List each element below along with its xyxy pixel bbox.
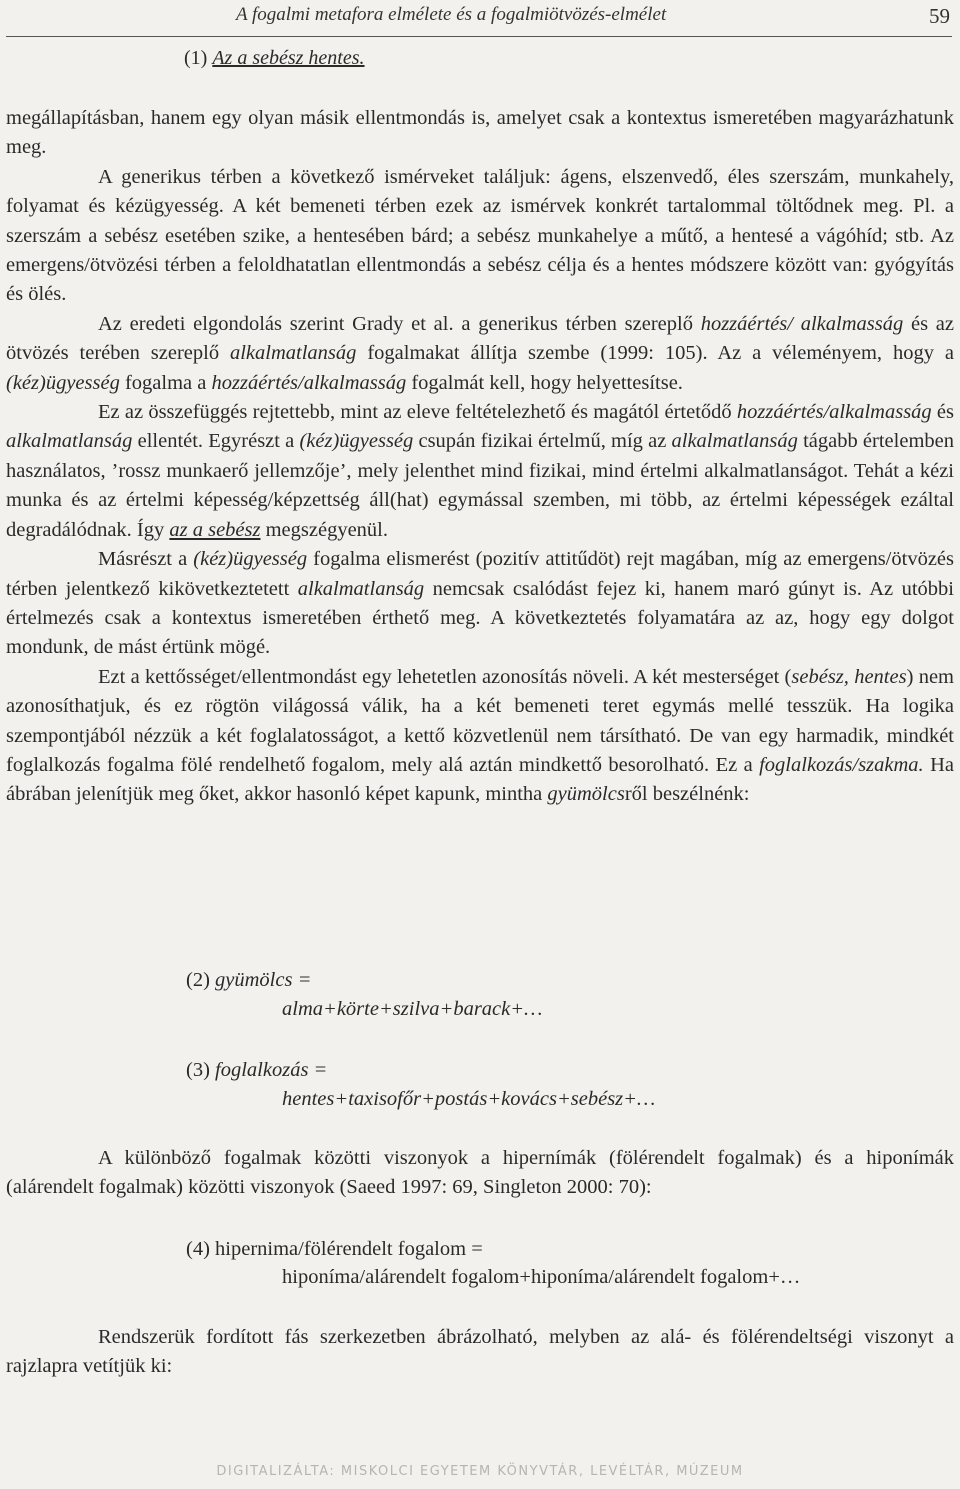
example-3-number: (3)	[186, 1059, 210, 1081]
example-2-line1: gyümölcs =	[215, 969, 312, 991]
page-number: 59	[929, 4, 950, 28]
digitization-footer: DIGITALIZÁLTA: MISKOLCI EGYETEM KÖNYVTÁR, LEVÉLTÁR, MÚZEUM	[216, 1464, 744, 1479]
example-2-line2-wrap	[282, 998, 542, 1021]
example-3-line2: hentes+taxisofőr+postás+kovács+sebész+…	[282, 1088, 656, 1110]
example-2	[186, 965, 311, 995]
example-1-number: (1)	[184, 47, 208, 69]
paragraph: Rendszerük fordított fás szerkezetben ábrázolható, melyben az alá- és fölérendeltségi viszonyt a rajzlapra vetítjük ki:	[6, 1326, 954, 1378]
example-3-line1: foglalkozás =	[215, 1059, 328, 1081]
header-rule	[6, 36, 952, 37]
body-text-last	[6, 1323, 954, 1382]
example-4-number: (4)	[186, 1238, 210, 1260]
example-1-text: Az a sebész hentes.	[212, 47, 365, 69]
example-3	[186, 1055, 327, 1085]
example-2-number: (2)	[186, 969, 210, 991]
paragraph: megállapításban, hanem egy olyan másik ellentmondás is, amelyet csak a kontextus ismeretében magyarázhatunk meg.	[6, 107, 954, 159]
body-text-hyp	[6, 1144, 954, 1203]
example-4-line2: hiponíma/alárendelt fogalom+hiponíma/alárendelt fogalom+…	[282, 1266, 801, 1288]
example-4	[186, 1234, 483, 1264]
example-3-line2-wrap	[282, 1088, 655, 1111]
example-1	[184, 47, 365, 70]
running-head: A fogalmi metafora elmélete és a fogalmiötvözés-elmélet	[236, 4, 667, 25]
paragraph: Ez az összefüggés rejtettebb, mint az eleve feltételezhető és magától értetődő hozzáértés/alkalmasság és alkalmatlanság ellentét. Egyrészt a (kéz)ügyesség csupán fizikai értelmű, míg az alkalmatlanság tágabb értelemben használatos, ’rossz munkaerő jellemzője’, mely jelenthet mind fizikai, mind értelmi alkalmatlanságot. Tehát a kézi munka és az értelmi képesség/képzettség áll(hat) egymással szemben, mi több, az értelmi képességek ezáltal degradálódnak. Így az a sebész megszégyenül.	[6, 401, 955, 541]
paragraph: A generikus térben a következő ismérveket találjuk: ágens, elszenvedő, éles szerszám, munkahely, folyamat és kézügyesség. A két bemeneti térben ezek az ismérvek konkrét tartalommal töltődnek meg. Pl. a szerszám a sebész esetében szike, a hentesében bárd; a sebész munkahelye a műtő, a hentesé a vágóhíd; stb. Az emergens/ötvözési térben a feloldhatatlan ellentmondás a sebész célja és a hentes módszere között van: gyógyítás és ölés.	[6, 165, 954, 306]
paragraph: Másrészt a (kéz)ügyesség fogalma elismerést (pozitív attitűdöt) rejt magában, míg az emergens/ötvözés térben jelentkező kikövetkeztetett alkalmatlanság nemcsak csalódást fejez ki, hanem maró gúnyt is. Az utóbbi értelmezés csak a kontextus ismeretében érthető meg. A következtetés folyamatára az az, hogy egy dolgot mondunk, de mást értünk mögé.	[6, 548, 954, 659]
example-4-line2-wrap	[282, 1266, 800, 1289]
body-text-top	[6, 104, 954, 810]
paragraph: A különböző fogalmak közötti viszonyok a hipernímák (fölérendelt fogalmak) és a hiponímák (alárendelt fogalmak) közötti viszonyok (Saeed 1997: 69, Singleton 2000: 70):	[6, 1147, 954, 1199]
paragraph: Az eredeti elgondolás szerint Grady et al. a generikus térben szereplő hozzáértés/ alkalmasság és az ötvözés terében szereplő alkalmatlanság fogalmakat állítja szembe (1999: 105). Az a véleményem, hogy a (kéz)ügyesség fogalma a hozzáértés/alkalmasság fogalmát kell, hogy helyettesítse.	[6, 312, 955, 394]
example-2-line2: alma+körte+szilva+barack+…	[282, 998, 543, 1020]
example-4-line1: hipernima/fölérendelt fogalom =	[215, 1238, 483, 1260]
paragraph: Ezt a kettősséget/ellentmondást egy lehetetlen azonosítás növeli. A két mesterséget (sebész, hentes) nem azonosíthatjuk, és ez rögtön világossá válik, ha a két bemeneti teret egymás mellé tesszük. Ha logika szempontjából nézzük a két foglalatosságot, a kettő közvetlenül nem társítható. De van egy harmadik, mindkét foglalkozás fogalma fölé rendelhető fogalom, mely alá aztán mindkettő besorolható. Ez a foglalkozás/szakma. Ha ábrában jelenítjük meg őket, akkor hasonló képet kapunk, mintha gyümölcsről beszélnénk:	[6, 665, 954, 806]
